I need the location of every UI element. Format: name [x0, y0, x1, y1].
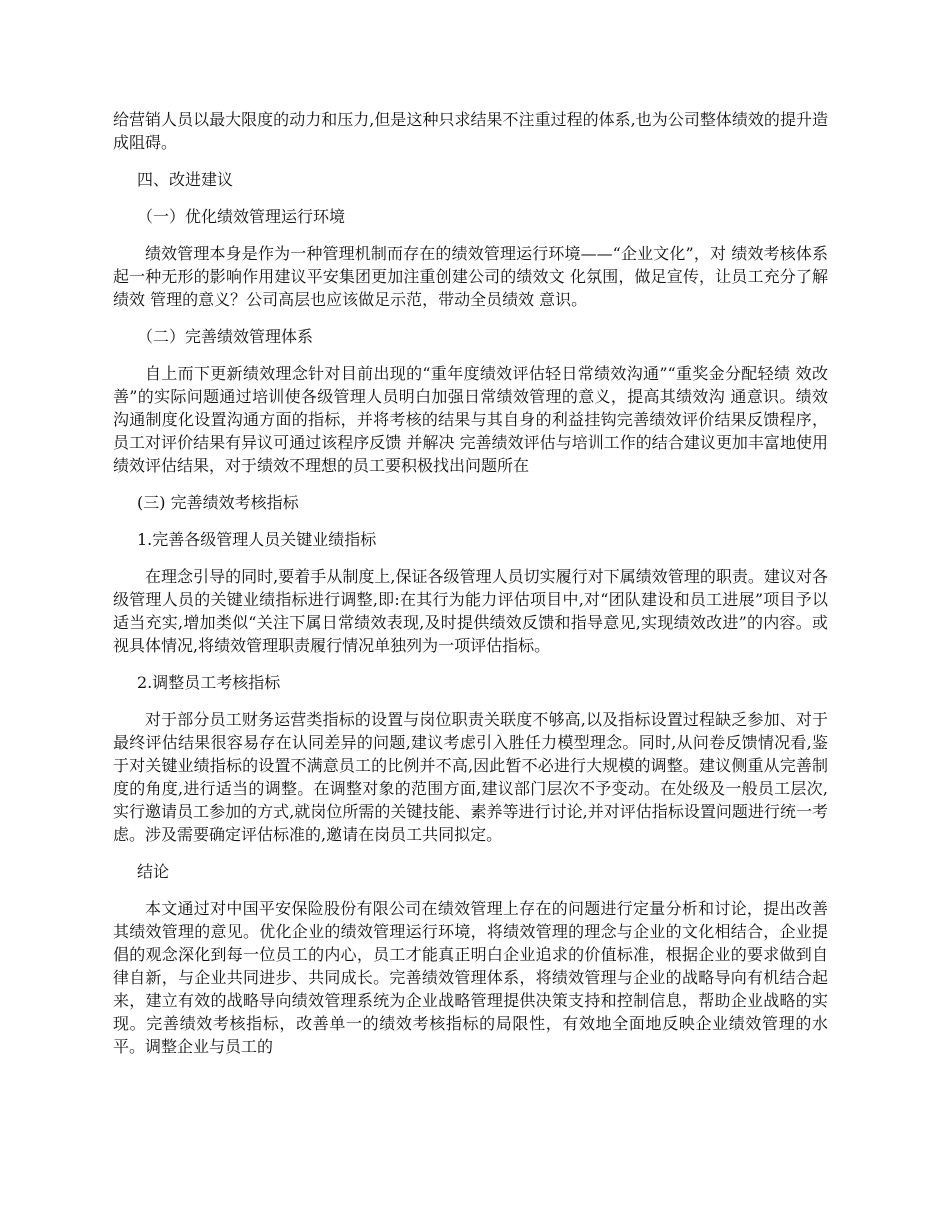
paragraph-system: 自上而下更新绩效理念针对目前出现的“重年度绩效评估轻日常绩效沟通”“重奖金分配轻绩 效改善”的实际问题通过培训使各级管理人员明白加强日常绩效管理的意义，提高其绩效沟 通意识。绩效沟通制度化设置沟通方面的指标，并将考核的结果与其自身的利益挂钩完善绩效评价结果反馈程序，员工对评价结果有异议可通过该程序反馈 并解决 完善绩效评估与培训工作的结合建议更加丰富地使用绩效评估结果，对于绩效不理想的员工要积极找出问题所在	[113, 364, 828, 475]
paragraph-employee-indicators: 对于部分员工财务运营类指标的设置与岗位职责关联度不够高,以及指标设置过程缺乏参加、对于最终评估结果很容易存在认同差异的问题,建议考虑引入胜任力模型理念。同时,从问卷反馈情况看,鉴于对关键业绩指标的设置不满意员工的比例并不高,因此暂不必进行大规模的调整。建议侧重从完善制度的角度,进行适当的调整。在调整对象的范围方面,建议部门层次不予变动。在处级及一般员工层次,实行邀请员工参加的方式,就岗位所需的关键技能、素养等进行讨论,并对评估指标设置问题进行统一考虑。涉及需要确定评估标准的,邀请在岗员工共同拟定。	[113, 710, 828, 844]
paragraph-culture: 绩效管理本身是作为一种管理机制而存在的绩效管理运行环境——“企业文化”，对 绩效考核体系起一种无形的影响作用建议平安集团更加注重创建公司的绩效文 化氛围，做足宣传，让员工充分了解绩效 管理的意义？公司高层也应该做足示范，带动全员绩效 意识。	[113, 244, 828, 309]
subheading-perfect-indicators: (三) 完善绩效考核指标	[137, 493, 299, 512]
subheading-optimize-environment: （一）优化绩效管理运行环境	[137, 207, 346, 226]
paragraph-managers-kpi: 在理念引导的同时,要着手从制度上,保证各级管理人员切实履行对下属绩效管理的职责。建议对各级管理人员的关键业绩指标进行调整,即:在其行为能力评估项目中,对“团队建设和员工进展”项目予以适当充实,增加类似“关注下属日常绩效表现,及时提供绩效反馈和指导意见,实现绩效改进”的内容。或视具体情况,将绩效管理职责履行情况单独列为一项评估指标。	[113, 567, 828, 655]
paragraph-conclusion: 本文通过对中国平安保险股份有限公司在绩效管理上存在的问题进行定量分析和讨论，提出改善其绩效管理的意见。优化企业的绩效管理运行环境，将绩效管理的理念与企业的文化相结合，企业提倡的观念深化到每一位员工的内心，员工才能真正明白企业追求的价值标准，根据企业的要求做到自律自新，与企业共同进步、共同成长。完善绩效管理体系，将绩效管理与企业的战略导向有机结合起来，建立有效的战略导向绩效管理系统为企业战略管理提供决策支持和控制信息，帮助企业战略的实现。完善绩效考核指标，改善单一的绩效考核指标的局限性，有效地全面地反映企业绩效管理的水平。调整企业与员工的	[113, 899, 828, 1056]
heading-conclusion: 结论	[137, 862, 170, 881]
section-heading-improvement: 四、改进建议	[137, 170, 234, 189]
subheading-perfect-system: （二）完善绩效管理体系	[137, 327, 314, 346]
document-page	[113, 108, 828, 1072]
subheading-managers-kpi: 1.完善各级管理人员关键业绩指标	[137, 530, 377, 549]
subheading-employee-indicators: 2.调整员工考核指标	[137, 673, 281, 692]
paragraph-continued: 给营销人员以最大限度的动力和压力,但是这种只求结果不注重过程的体系,也为公司整体绩效的提升造成阻碍。	[113, 110, 828, 152]
